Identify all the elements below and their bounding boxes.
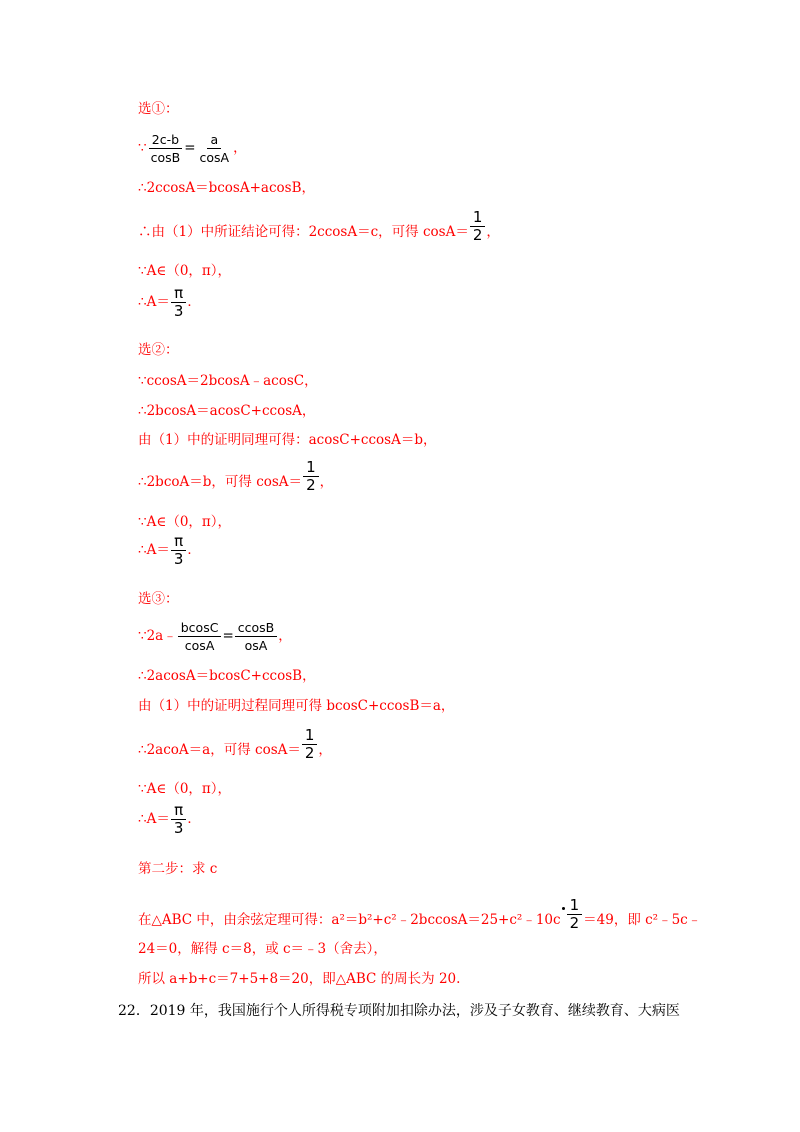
fraction-numerator: 1 [302,728,318,745]
option2-line5: ∵A∈（0，π）， [138,514,232,530]
punctuation: ， [486,224,500,240]
fraction-numerator: 1 [470,210,486,227]
line-text: ∴A＝ [138,811,170,827]
punctuation: ， [319,474,334,490]
line-text: ∴A＝ [138,294,170,310]
line-text: ∵2a﹣ [138,628,177,644]
punctuation: ． [187,294,201,310]
fraction-denominator: cosA [184,638,215,653]
fraction-denominator: osA [244,638,268,653]
option3-line4 [138,728,332,761]
fraction [302,728,318,761]
fraction [470,210,486,243]
line-text: ＝49，即 c²﹣5c﹣ [583,912,702,928]
option2-line6 [138,534,201,567]
option2-line4 [138,460,333,493]
option3-line2: ∴2acosA＝bcosC+ccosB， [138,668,316,684]
fraction-numerator: 2c-b [149,132,182,149]
equals-sign: = [222,628,234,644]
line-text: ∴2bcoA＝b，可得 cosA＝ [138,474,303,490]
option3-heading: 选③： [138,591,179,607]
fraction-denominator: cosA [199,150,230,165]
fraction-denominator: 2 [472,226,483,244]
fraction-denominator: 2 [306,476,316,494]
fraction [171,286,187,319]
option1-heading: 选①： [138,101,179,117]
fraction [197,132,233,165]
option1-line5 [138,286,201,319]
line-text: ∴A＝ [138,542,170,558]
fraction-denominator: cosB [150,150,181,165]
fraction-numerator: a [207,132,221,149]
fraction-numerator: 1 [303,460,319,477]
fraction-denominator: 3 [173,302,184,320]
fraction-numerator: π [171,803,186,820]
fraction-denominator: 3 [173,819,184,837]
fraction-numerator: π [171,534,186,551]
fraction-numerator: π [171,286,186,303]
fraction [171,534,187,567]
fraction-numerator: bcosC [178,620,222,637]
line-text: 在△ABC 中，由余弦定理可得：a²＝b²+c²﹣2bccosA＝25+c²﹣10c [138,912,561,928]
step2-line1 [138,898,701,931]
question-22-text: 22．2019 年，我国施行个人所得税专项附加扣除办法，涉及子女教育、继续教育、大病医 [118,1003,680,1019]
option2-line2: ∴2bcosA＝acosC+ccosA， [138,403,316,419]
line-text: ∴由（1）中所证结论可得：2ccosA＝c，可得 cosA＝ [138,224,469,240]
fraction-numerator: 1 [567,898,583,915]
fraction-denominator: 2 [304,744,315,762]
option1-line3 [138,210,500,243]
option3-line3: 由（1）中的证明过程同理可得 bcosC+ccosB＝a， [138,698,455,714]
because-symbol: ∵ [138,140,147,156]
option2-line1: ∵ccosA＝2bcosA﹣acosC， [138,373,318,389]
step2-heading: 第二步：求 c [138,861,218,877]
option1-line1 [138,132,247,165]
punctuation: ， [233,140,247,156]
punctuation: ． [187,542,201,558]
multiply-dot-icon [562,907,565,910]
fraction [171,803,187,836]
punctuation: ． [187,811,201,827]
step2-line3: 所以 a+b+c＝7+5+8＝20，即△ABC 的周长为 20. [138,971,461,987]
option2-heading: 选②： [138,342,179,358]
equals-sign: = [184,140,196,156]
fraction-denominator: 3 [173,550,184,568]
fraction-numerator: ccosB [235,620,277,637]
option3-line6 [138,803,201,836]
fraction-denominator: 2 [569,914,580,932]
fraction [178,620,222,653]
option3-line5: ∵A∈（0，π）， [138,781,232,797]
fraction [567,898,583,931]
fraction [303,460,319,493]
punctuation: ， [318,742,332,758]
fraction [235,620,277,653]
option3-line1 [138,620,292,653]
option1-line2: ∴2ccosA＝bcosA+acosB， [138,180,316,196]
option1-line4: ∵A∈（0，π）， [138,263,232,279]
fraction [148,132,184,165]
step2-line2: 24＝0，解得 c＝8，或 c＝﹣3（舍去）， [138,941,387,957]
line-text: ∴2acoA＝a，可得 cosA＝ [138,742,301,758]
punctuation: ， [278,628,292,644]
option2-line3: 由（1）中的证明同理可得：acosC+ccosA＝b， [138,432,437,448]
